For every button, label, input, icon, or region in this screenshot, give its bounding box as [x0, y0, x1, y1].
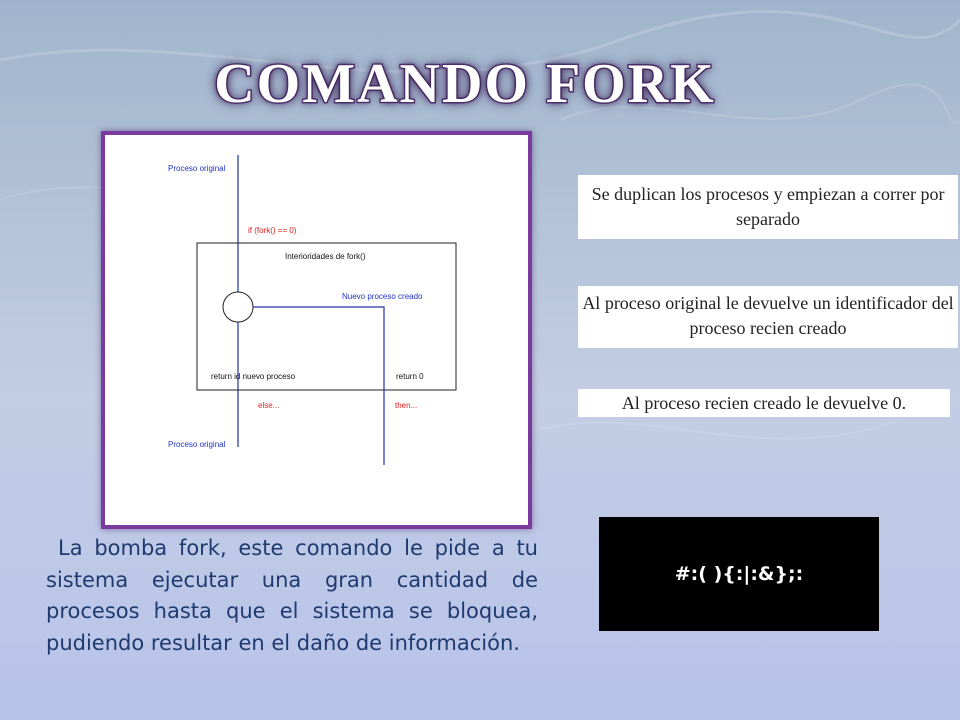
- label-return-id: return id nuevo proceso: [211, 372, 296, 381]
- note-duplicate-processes: Se duplican los procesos y empiezan a correr por separado: [578, 175, 958, 239]
- fork-bomb-code-text: #:( ){:|:&};:: [674, 563, 804, 585]
- label-then: then...: [395, 401, 418, 410]
- fork-diagram-svg: [105, 135, 528, 525]
- slide-title: COMANDO FORK: [214, 53, 716, 115]
- fork-bomb-description: La bomba fork, este comando le pide a tu sistema ejecutar una gran cantidad de procesos hasta que el sistema se bloquea, pudiendo resultar en el daño de información.: [46, 536, 538, 655]
- fork-diagram: [101, 131, 532, 529]
- label-if-fork: if (fork() == 0): [248, 226, 297, 235]
- label-proceso-original-bottom: Proceso original: [168, 440, 226, 449]
- label-return-0: return 0: [396, 372, 424, 381]
- label-interioridades: Interioridades de fork(): [285, 252, 366, 261]
- fork-bomb-code: [599, 517, 879, 631]
- label-else: else...: [258, 401, 280, 410]
- new-process-line: [253, 307, 384, 465]
- note-returns-zero: Al proceso recien creado le devuelve 0.: [578, 389, 950, 417]
- label-proceso-original-top: Proceso original: [168, 164, 226, 173]
- fork-circle: [223, 292, 253, 322]
- label-nuevo-proceso: Nuevo proceso creado: [342, 292, 423, 301]
- note-returns-id: Al proceso original le devuelve un identificador del proceso recien creado: [578, 286, 958, 348]
